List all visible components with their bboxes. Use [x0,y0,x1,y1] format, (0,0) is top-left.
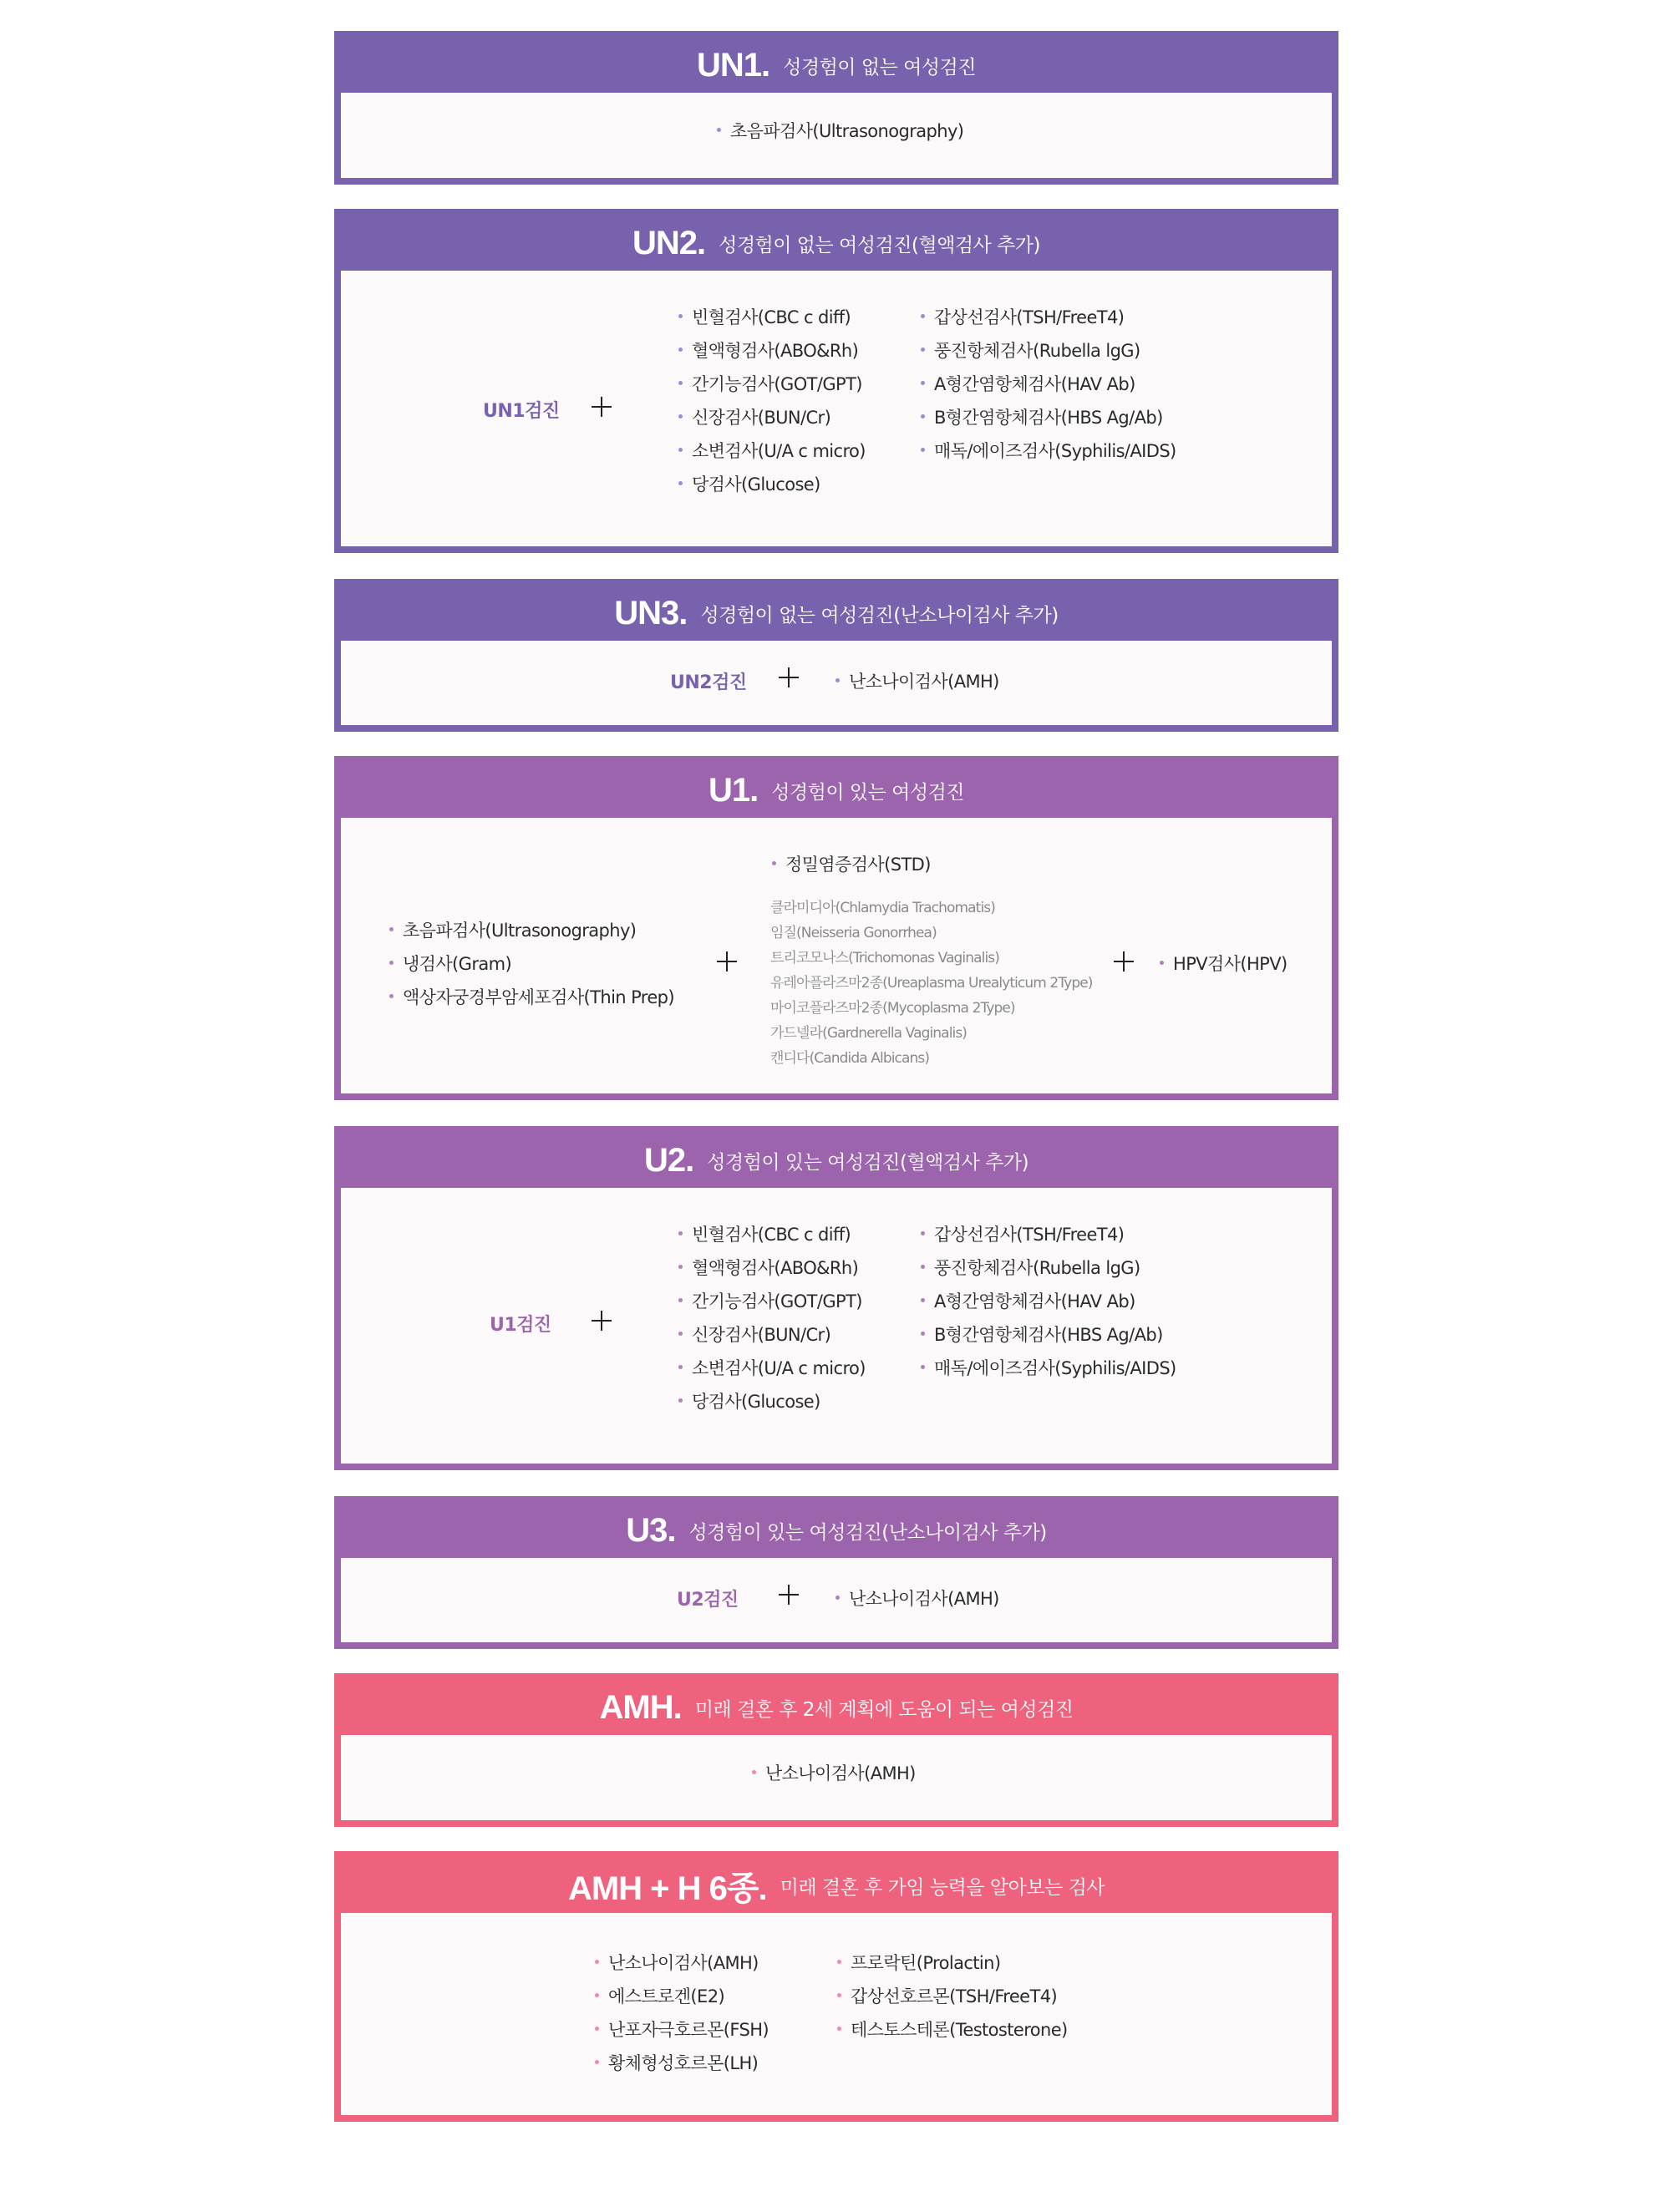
test-item: 난소나이검사(AMH) [849,668,999,693]
test-item: 난소나이검사(AMH) [849,1585,999,1611]
std-sub-item: 클라미디아(Chlamydia Trachomatis) [770,900,995,916]
test-item: 갑상선호르몬(TSH/FreeT4) [851,1983,1057,2008]
package-code: U1. [708,771,759,809]
package-header [341,586,1332,641]
test-item: 냉검사(Gram) [403,951,511,976]
test-item: 프로락틴(Prolactin) [851,1950,1000,1975]
package-description: 성경험이 없는 여성검진(난소나이검사 추가) [700,604,1059,627]
test-item: 신장검사(BUN/Cr) [692,1322,830,1347]
std-sub-item: 트리코모나스(Trichomonas Vaginalis) [770,950,999,966]
base-package-label: UN2검진 [670,672,747,693]
test-item: 빈혈검사(CBC c diff) [692,304,851,329]
package-u2 [334,1126,1338,1470]
std-sub-item: 가드넬라(Gardnerella Vaginalis) [770,1025,968,1042]
test-item: 갑상선검사(TSH/FreeT4) [934,304,1124,329]
test-item: 당검사(Glucose) [692,1388,820,1413]
base-package-label: UN1검진 [483,401,560,422]
base-package-label: U2검진 [677,1590,739,1611]
package-header [341,1680,1332,1735]
test-item: 에스트로겐(E2) [608,1983,724,2008]
package-amh [334,1673,1338,1827]
test-item: 풍진항체검사(Rubella lgG) [934,1255,1140,1280]
test-item: 초음파검사(Ultrasonography) [730,118,963,143]
package-description: 성경험이 없는 여성검진(혈액검사 추가) [719,234,1040,256]
package-code: UN3. [614,594,688,632]
plus-icon [779,1585,799,1605]
package-u1 [334,756,1338,1100]
package-code: AMH + H 6종. [567,1870,767,1907]
test-item: 난포자극호르몬(FSH) [608,2017,769,2042]
test-item: 매독/에이즈검사(Syphilis/AIDS) [934,438,1176,463]
package-description: 성경험이 있는 여성검진(난소나이검사 추가) [688,1521,1047,1544]
test-item: 풍진항체검사(Rubella lgG) [934,337,1140,363]
test-item: B형간염항체검사(HBS Ag/Ab) [934,404,1163,429]
test-item: 혈액형검사(ABO&Rh) [692,1255,858,1280]
plus-icon [592,1311,612,1331]
package-header [341,1858,1332,1913]
package-code: U3. [626,1511,676,1549]
test-item: 간기능검사(GOT/GPT) [692,1288,862,1313]
package-code: UN1. [697,46,770,84]
test-item: HPV검사(HPV) [1173,951,1288,976]
package-header [341,216,1332,271]
test-item: 갑상선검사(TSH/FreeT4) [934,1221,1124,1246]
package-un1 [334,31,1338,185]
test-item: 난소나이검사(AMH) [765,1760,916,1785]
test-item: A형간염항체검사(HAV Ab) [934,1288,1135,1313]
package-code: UN2. [632,224,706,261]
plus-icon [717,951,737,972]
test-item: 빈혈검사(CBC c diff) [692,1221,851,1246]
test-item: 매독/에이즈검사(Syphilis/AIDS) [934,1355,1176,1380]
std-sub-item: 유레아플라즈마2종(Ureaplasma Urealyticum 2Type) [770,975,1093,992]
test-item: A형간염항체검사(HAV Ab) [934,371,1135,396]
std-title: 정밀염증검사(STD) [785,851,931,876]
package-description: 성경험이 있는 여성검진(혈액검사 추가) [707,1151,1029,1174]
std-sub-item: 임질(Neisseria Gonorrhea) [770,925,937,941]
std-sub-item: 캔디다(Candida Albicans) [770,1050,930,1067]
package-un2 [334,209,1338,553]
base-package-label: U1검진 [490,1315,551,1336]
package-header [341,1503,1332,1558]
package-header [341,38,1332,93]
test-item: B형간염항체검사(HBS Ag/Ab) [934,1322,1163,1347]
test-item: 초음파검사(Ultrasonography) [403,917,636,942]
test-item: 혈액형검사(ABO&Rh) [692,337,858,363]
package-code: U2. [643,1141,694,1179]
test-item: 황체형성호르몬(LH) [608,2050,758,2075]
test-item: 간기능검사(GOT/GPT) [692,371,862,396]
package-description: 미래 결혼 후 2세 계획에 도움이 되는 여성검진 [694,1698,1074,1721]
package-u3 [334,1496,1338,1649]
plus-icon [592,397,612,417]
test-item: 소변검사(U/A c micro) [692,1355,866,1380]
package-header [341,763,1332,818]
test-item: 테스토스테론(Testosterone) [851,2017,1068,2042]
test-item: 액상자궁경부암세포검사(Thin Prep) [403,984,674,1009]
package-description: 성경험이 없는 여성검진 [783,56,976,79]
package-un3 [334,579,1338,732]
std-sub-item: 마이코플라즈마2종(Mycoplasma 2Type) [770,1000,1015,1017]
package-code: AMH. [599,1688,682,1726]
test-item: 신장검사(BUN/Cr) [692,404,830,429]
plus-icon [1114,951,1134,972]
plus-icon [779,667,799,687]
package-amh-h6 [334,1851,1338,2122]
package-header [341,1133,1332,1188]
test-item: 당검사(Glucose) [692,471,820,496]
package-description: 성경험이 있는 여성검진 [771,781,965,804]
test-item: 소변검사(U/A c micro) [692,438,866,463]
package-description: 미래 결혼 후 가임 능력을 알아보는 검사 [780,1876,1105,1899]
test-item: 난소나이검사(AMH) [608,1950,759,1975]
